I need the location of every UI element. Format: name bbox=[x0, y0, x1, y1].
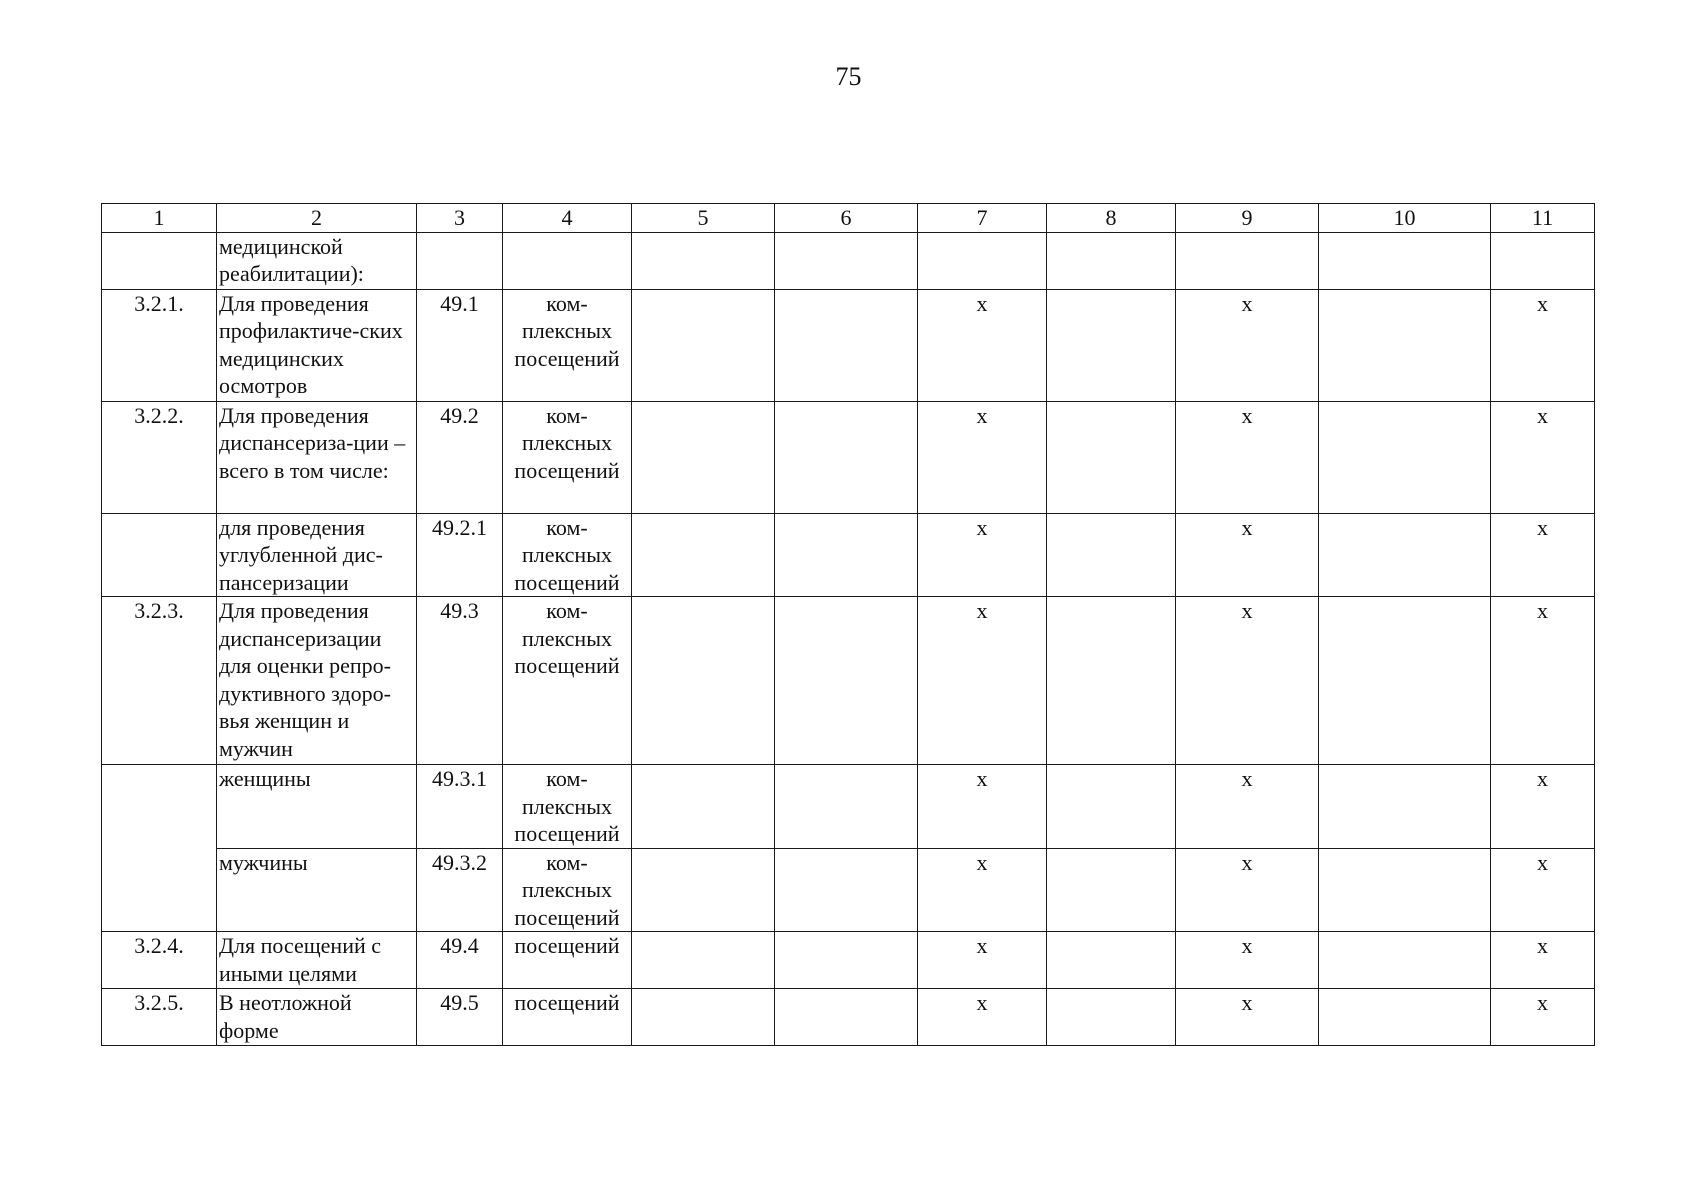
row-unit bbox=[503, 232, 632, 289]
cell-col5 bbox=[632, 932, 775, 989]
table-row bbox=[102, 848, 1595, 932]
cell-col6 bbox=[775, 401, 918, 513]
row-code: 49.4 bbox=[417, 932, 503, 989]
cell-col5 bbox=[632, 848, 775, 932]
row-number: 3.2.2. bbox=[102, 401, 217, 513]
row-name: Для проведения профилактиче-ских медицинских осмотров bbox=[217, 289, 417, 401]
cell-col8 bbox=[1047, 401, 1176, 513]
row-code: 49.2 bbox=[417, 401, 503, 513]
row-code: 49.3.1 bbox=[417, 765, 503, 849]
cell-col6 bbox=[775, 597, 918, 765]
cell-col5 bbox=[632, 232, 775, 289]
cell-col5 bbox=[632, 597, 775, 765]
row-name: для проведения углубленной дис-пансеризации bbox=[217, 513, 417, 597]
cell-col7: x bbox=[918, 289, 1047, 401]
cell-col6 bbox=[775, 765, 918, 849]
cell-col11: x bbox=[1491, 289, 1595, 401]
row-number: 3.2.5. bbox=[102, 989, 217, 1046]
column-header: 8 bbox=[1047, 204, 1176, 233]
column-header: 2 bbox=[217, 204, 417, 233]
cell-col10 bbox=[1319, 989, 1491, 1046]
cell-col5 bbox=[632, 765, 775, 849]
cell-col9: x bbox=[1176, 765, 1319, 849]
row-unit: посещений bbox=[503, 989, 632, 1046]
row-name: женщины bbox=[217, 765, 417, 849]
table-row bbox=[102, 513, 1595, 597]
cell-col9: x bbox=[1176, 848, 1319, 932]
cell-col5 bbox=[632, 401, 775, 513]
cell-col9: x bbox=[1176, 989, 1319, 1046]
cell-col11: x bbox=[1491, 848, 1595, 932]
cell-col6 bbox=[775, 232, 918, 289]
cell-col8 bbox=[1047, 848, 1176, 932]
table-row bbox=[102, 232, 1595, 289]
row-code: 49.3 bbox=[417, 597, 503, 765]
page-number: 75 bbox=[835, 62, 862, 91]
cell-col8 bbox=[1047, 765, 1176, 849]
cell-col10 bbox=[1319, 765, 1491, 849]
cell-col6 bbox=[775, 513, 918, 597]
row-name: мужчины bbox=[217, 848, 417, 932]
cell-col9: x bbox=[1176, 597, 1319, 765]
row-code: 49.5 bbox=[417, 989, 503, 1046]
cell-col11: x bbox=[1491, 989, 1595, 1046]
row-name: Для проведения диспансериза-ции – всего в том числе: bbox=[217, 401, 417, 513]
cell-col6 bbox=[775, 848, 918, 932]
column-header: 10 bbox=[1319, 204, 1491, 233]
cell-col7: x bbox=[918, 848, 1047, 932]
cell-col11: x bbox=[1491, 932, 1595, 989]
cell-col10 bbox=[1319, 513, 1491, 597]
cell-col7: x bbox=[918, 932, 1047, 989]
row-name: Для проведения диспансеризации для оценки репро-дуктивного здоро-вья женщин и мужчин bbox=[217, 597, 417, 765]
table-row bbox=[102, 597, 1595, 765]
row-unit: ком-плексных посещений bbox=[503, 597, 632, 765]
cell-col5 bbox=[632, 989, 775, 1046]
row-unit: ком-плексных посещений bbox=[503, 513, 632, 597]
column-number-row bbox=[102, 204, 1595, 233]
column-header: 5 bbox=[632, 204, 775, 233]
cell-col8 bbox=[1047, 232, 1176, 289]
row-code: 49.3.2 bbox=[417, 848, 503, 932]
cell-col8 bbox=[1047, 932, 1176, 989]
cell-col5 bbox=[632, 289, 775, 401]
cell-col5 bbox=[632, 513, 775, 597]
row-unit: посещений bbox=[503, 932, 632, 989]
row-name: Для посещений с иными целями bbox=[217, 932, 417, 989]
table-row bbox=[102, 932, 1595, 989]
row-number bbox=[102, 513, 217, 597]
cell-col7: x bbox=[918, 989, 1047, 1046]
cell-col9 bbox=[1176, 232, 1319, 289]
column-header: 6 bbox=[775, 204, 918, 233]
column-header: 1 bbox=[102, 204, 217, 233]
row-name: В неотложной форме bbox=[217, 989, 417, 1046]
row-unit: ком-плексных посещений bbox=[503, 289, 632, 401]
column-header: 3 bbox=[417, 204, 503, 233]
column-header: 4 bbox=[503, 204, 632, 233]
cell-col6 bbox=[775, 932, 918, 989]
cell-col11: x bbox=[1491, 597, 1595, 765]
row-number: 3.2.4. bbox=[102, 932, 217, 989]
cell-col9: x bbox=[1176, 932, 1319, 989]
data-table bbox=[101, 203, 1595, 1046]
row-number bbox=[102, 232, 217, 289]
cell-col10 bbox=[1319, 932, 1491, 989]
column-header: 9 bbox=[1176, 204, 1319, 233]
cell-col7: x bbox=[918, 401, 1047, 513]
row-unit: ком-плексных посещений bbox=[503, 401, 632, 513]
cell-col6 bbox=[775, 289, 918, 401]
cell-col10 bbox=[1319, 848, 1491, 932]
cell-col7: x bbox=[918, 765, 1047, 849]
cell-col10 bbox=[1319, 597, 1491, 765]
cell-col11: x bbox=[1491, 401, 1595, 513]
column-header: 7 bbox=[918, 204, 1047, 233]
row-code: 49.2.1 bbox=[417, 513, 503, 597]
cell-col9: x bbox=[1176, 513, 1319, 597]
cell-col10 bbox=[1319, 232, 1491, 289]
cell-col11 bbox=[1491, 232, 1595, 289]
row-number bbox=[102, 765, 217, 932]
cell-col10 bbox=[1319, 289, 1491, 401]
cell-col7: x bbox=[918, 513, 1047, 597]
cell-col8 bbox=[1047, 289, 1176, 401]
cell-col6 bbox=[775, 989, 918, 1046]
cell-col10 bbox=[1319, 401, 1491, 513]
cell-col9: x bbox=[1176, 401, 1319, 513]
row-code bbox=[417, 232, 503, 289]
table-row bbox=[102, 989, 1595, 1046]
cell-col8 bbox=[1047, 597, 1176, 765]
cell-col9: x bbox=[1176, 289, 1319, 401]
row-unit: ком-плексных посещений bbox=[503, 848, 632, 932]
row-number: 3.2.1. bbox=[102, 289, 217, 401]
cell-col7: x bbox=[918, 597, 1047, 765]
column-header: 11 bbox=[1491, 204, 1595, 233]
cell-col11: x bbox=[1491, 513, 1595, 597]
row-number: 3.2.3. bbox=[102, 597, 217, 765]
row-unit: ком-плексных посещений bbox=[503, 765, 632, 849]
table-row bbox=[102, 765, 1595, 849]
row-code: 49.1 bbox=[417, 289, 503, 401]
cell-col8 bbox=[1047, 513, 1176, 597]
table-row bbox=[102, 401, 1595, 513]
cell-col8 bbox=[1047, 989, 1176, 1046]
cell-col11: x bbox=[1491, 765, 1595, 849]
table-row bbox=[102, 289, 1595, 401]
row-name: медицинской реабилитации): bbox=[217, 232, 417, 289]
cell-col7 bbox=[918, 232, 1047, 289]
